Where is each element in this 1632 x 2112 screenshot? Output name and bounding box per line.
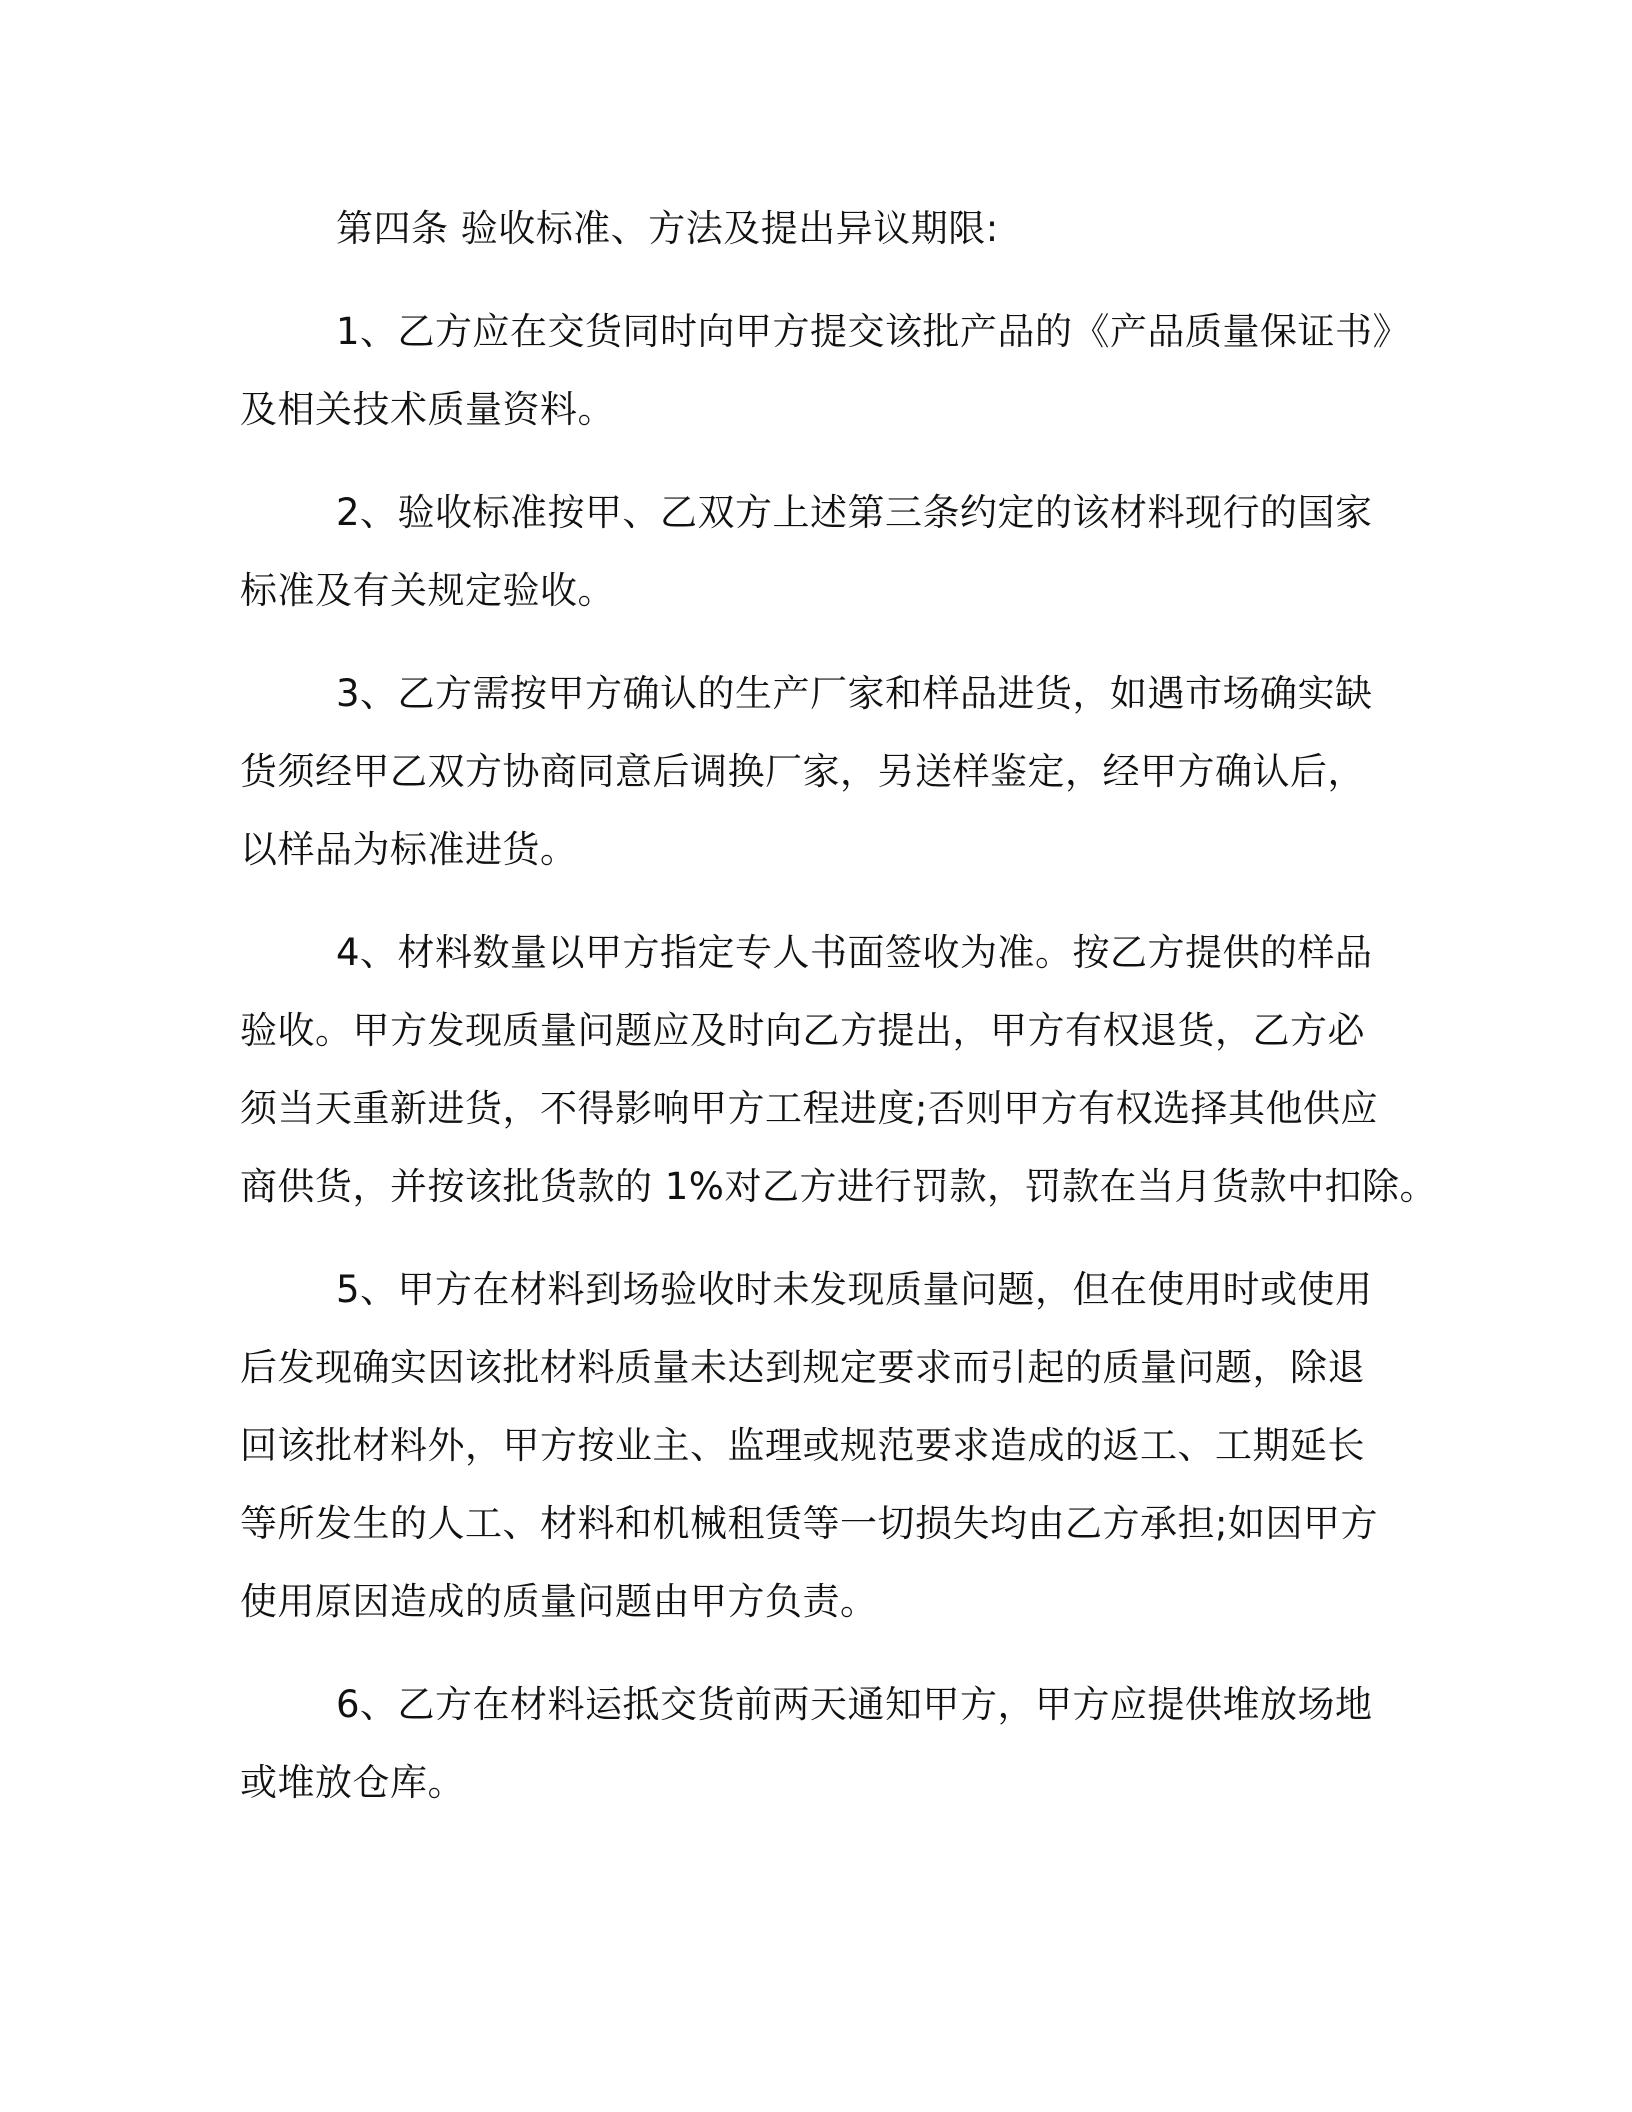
clause-5-line-1: 5、甲方在材料到场验收时未发现质量问题，但在使用时或使用 [336,1268,1373,1311]
paragraph-spacer [240,449,1390,474]
clause-5-line-4: 等所发生的人工、材料和机械租赁等一切损失均由乙方承担;如因甲方 [240,1502,1378,1545]
clause-4-line-3: 须当天重新进货，不得影响甲方工程进度;否则甲方有权选择其他供应 [240,1087,1378,1130]
clause-6-line-1: 6、乙方在材料运抵交货前两天通知甲方，甲方应提供堆放场地 [336,1683,1373,1726]
clause-1-line-2: 及相关技术质量资料。 [240,388,615,431]
clause-3-line-3: 以样品为标准进货。 [240,828,578,871]
clause-3-line-1: 3、乙方需按甲方确认的生产厂家和样品进货，如遇市场确实缺 [336,672,1373,715]
clause-6-line-2: 或堆放仓库。 [240,1761,465,1804]
clause-2-line-2: 标准及有关规定验收。 [240,569,615,612]
clause-3-line-2: 货须经甲乙双方协商同意后调换厂家，另送样鉴定，经甲方确认后， [240,750,1365,793]
paragraph-spacer [240,1226,1390,1251]
clause-4-line-1: 4、材料数量以甲方指定专人书面签收为准。按乙方提供的样品 [336,931,1373,974]
clause-5-line-3: 回该批材料外，甲方按业主、监理或规范要求造成的返工、工期延长 [240,1424,1365,1467]
clause-1-line-1: 1、乙方应在交货同时向甲方提交该批产品的《产品质量保证书》 [336,310,1411,353]
paragraph-spacer [240,1641,1390,1666]
clause-5-line-5: 使用原因造成的质量问题由甲方负责。 [240,1580,878,1623]
article-heading: 第四条 验收标准、方法及提出异议期限: [336,207,999,250]
paragraph-spacer [240,630,1390,655]
paragraph-spacer [240,268,1390,293]
clause-4-line-2: 验收。甲方发现质量问题应及时向乙方提出，甲方有权退货，乙方必 [240,1009,1365,1052]
clause-4-line-4: 商供货，并按该批货款的 1%对乙方进行罚款，罚款在当月货款中扣除。 [240,1165,1437,1208]
paragraph-spacer [240,889,1390,914]
document-body [240,190,1437,1822]
clause-5-line-2: 后发现确实因该批材料质量未达到规定要求而引起的质量问题，除退 [240,1346,1365,1389]
clause-2-line-1: 2、验收标准按甲、乙双方上述第三条约定的该材料现行的国家 [336,491,1373,534]
